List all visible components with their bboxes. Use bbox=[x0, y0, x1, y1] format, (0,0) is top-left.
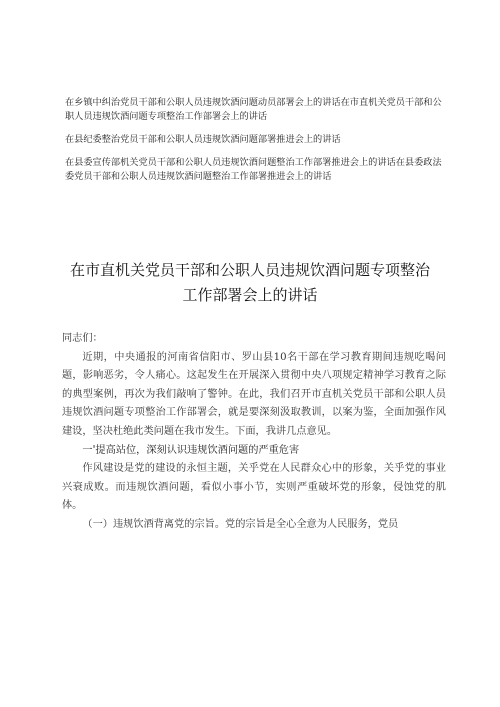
document-title bbox=[60, 258, 440, 308]
document-body bbox=[62, 330, 446, 535]
salutation: 同志们： bbox=[62, 333, 103, 344]
paragraph-intro: 近期，中央通报的河南省信阳市、罗山县10名干部在学习教育期间违规吃喝问题，影响恶劣，令人痛心。这起发生在开展深入贯彻中央八项规定精神学习教育之际的典型案例，再次为我们敲响了警钟。在此，我们召开市直机关党员干部和公职人员违规饮酒问题专项整治工作部署会，就是要深刻汲取教训，以案为鉴，全面加强作风建设，坚决杜绝此类问题在我市发生。下面，我讲几点意见。 bbox=[62, 351, 446, 437]
paragraph-2: 作风建设是党的建设的永恒主题，关乎党在人民群众心中的形象，关乎党的事业兴衰成败。而违规饮酒问题，看似小事小节，实则严重破坏党的形象，侵蚀党的肌体。 bbox=[62, 463, 446, 512]
related-article-1[interactable]: 在乡镇中纠治党员干部和公职人员违规饮酒问题动员部署会上的讲话在市直机关党员干部和公职人员违规饮酒问题专项整治工作部署会上的讲话 bbox=[65, 97, 442, 122]
document-title-line-2: 工作部署会上的讲话 bbox=[182, 286, 318, 304]
related-article-3[interactable]: 在县委宣传部机关党员干部和公职人员违规饮酒问题整治工作部署推进会上的讲话在县委政法委党员干部和公职人员违规饮酒问题整治工作部署推进会上的讲话 bbox=[65, 157, 442, 182]
section-heading-1: 一'提高站位，深刻认识违规饮酒问题的严重危害 bbox=[82, 444, 300, 456]
document-title-line-1: 在市直机关党员干部和公职人员违规饮酒问题专项整治 bbox=[69, 261, 430, 279]
paragraph-3: （一）违规饮酒背离党的宗旨。党的宗旨是全心全意为人民服务，党员 bbox=[82, 518, 399, 530]
related-article-2[interactable]: 在县纪委整治党员干部和公职人员违规饮酒问题部署推进会上的讲话 bbox=[65, 134, 341, 145]
related-articles-list bbox=[65, 96, 445, 184]
